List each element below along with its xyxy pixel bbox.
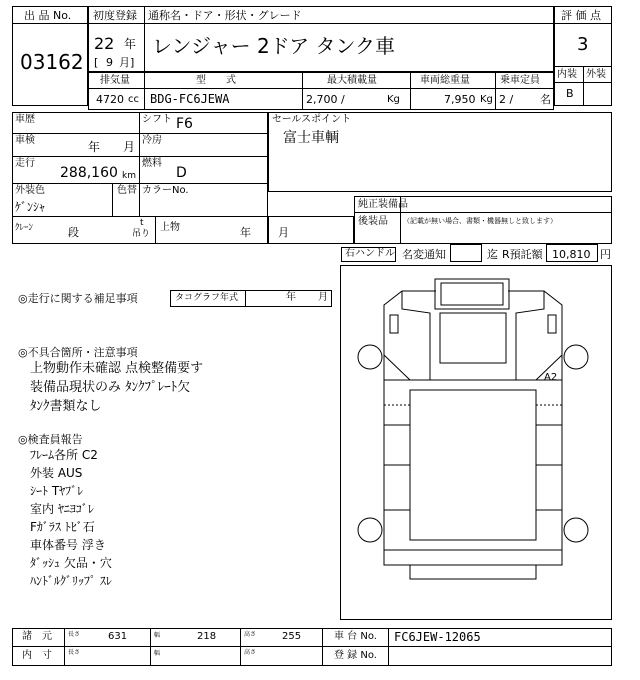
first-registration-label: 初度登録	[93, 9, 137, 22]
lot-number-label: 出 品 No.	[24, 9, 72, 22]
capacity-label: 乗車定員	[500, 75, 540, 86]
inspector-note-5: Fｶﾞﾗｽ ﾄﾋﾞ石	[30, 520, 95, 534]
registration-month-unit: 月]	[119, 56, 135, 69]
diagram-annotation: A2	[544, 372, 558, 383]
registration-year-unit: 年	[124, 37, 137, 51]
inspection-label: 車検	[15, 135, 35, 146]
tachograph-month-unit: 月	[318, 292, 328, 303]
name-change-label: 名変通知	[402, 248, 446, 261]
registration-month: 9	[106, 56, 113, 69]
name-change-box	[450, 244, 482, 262]
crane-ton-unit: 吊り	[132, 229, 151, 239]
registration-number-label: 登 録 No.	[334, 650, 377, 661]
top-body-month-unit: 月	[278, 226, 289, 239]
inspector-note-6: 車体番号 浮き	[30, 538, 106, 552]
inspector-note-4: 室内 ﾔﾆﾖｺﾞﾚ	[30, 502, 94, 516]
length: 631	[108, 631, 128, 642]
top-body-year-unit: 年	[240, 226, 251, 239]
inspector-note-3: ｼｰﾄ Tﾔﾌﾞﾚ	[30, 484, 84, 498]
defect-line-3: ﾀﾝｸ書類なし	[30, 399, 102, 414]
inner-height-label: 高さ	[244, 649, 257, 656]
model-label: 型 式	[196, 75, 236, 86]
chassis-number: FC6JEW-12065	[394, 630, 481, 644]
exterior-color: ｹﾞﾝｼｬ	[15, 200, 46, 214]
history-label: 車歴	[15, 114, 35, 125]
driving-remarks-label: ◎走行に関する補足事項	[18, 292, 138, 305]
width: 218	[197, 631, 217, 642]
interior-grade-label: 内装	[557, 69, 577, 80]
gross-weight: 7,950	[444, 93, 476, 106]
model-code: BDG-FC6JEWA	[150, 92, 230, 106]
inner-length-label: 長さ	[68, 649, 81, 656]
max-load-label: 最大積載量	[327, 75, 377, 86]
shift: F6	[176, 116, 193, 132]
length-label: 長さ	[68, 631, 81, 638]
height: 255	[282, 631, 302, 642]
genuine-equipment-label: 純正装備品	[358, 199, 408, 210]
color-change-label: 色替	[117, 185, 137, 196]
footer-table	[12, 628, 612, 666]
vehicle-name-label: 通称名・ドア・形状・グレード	[148, 9, 302, 22]
dimensions-label: 諸 元	[22, 631, 52, 642]
inner-dimensions-label: 内 寸	[22, 650, 52, 661]
grade-label: 評 価 点	[561, 9, 601, 22]
displacement-unit: cc	[128, 94, 139, 105]
tachograph-label: タコグラフ年式	[175, 293, 239, 303]
displacement: 4720	[96, 93, 124, 106]
max-load: 2,700 /	[306, 93, 345, 106]
top-body-label: 上物	[160, 222, 180, 233]
sales-point-label: セールスポイント	[272, 114, 352, 125]
mileage-label: 走行	[15, 158, 35, 169]
mileage-unit: km	[122, 171, 136, 181]
defect-line-1: 上物動作未確認 点検整備要す	[30, 361, 204, 376]
crane-stage-unit: 段	[68, 226, 79, 239]
inspector-note-7: ﾀﾞｯｼｭ 欠品・穴	[30, 556, 112, 570]
fuel-label: 燃料	[142, 158, 162, 169]
right-hand-label: 右ハンドル	[345, 248, 395, 259]
exterior-grade-label: 外装	[586, 69, 606, 80]
color-number-label: カラーNo.	[142, 185, 189, 196]
crane-ton-unit-top: t	[140, 218, 144, 228]
inspector-report-label: ◎検査員報告	[18, 433, 83, 446]
gross-weight-label: 車両総重量	[420, 75, 470, 86]
max-load-unit: Kg	[387, 94, 400, 105]
recycle-deposit-label: R預託額	[502, 248, 543, 261]
gross-weight-unit: Kg	[480, 94, 493, 105]
mileage: 288,160	[60, 165, 118, 181]
inspector-note-2: 外装 AUS	[30, 466, 83, 480]
crane-label: ｸﾚｰﾝ	[15, 223, 34, 233]
aftermarket-label: 後装品	[358, 216, 388, 227]
truck-damage-diagram	[340, 265, 612, 620]
chassis-number-label: 車 台 No.	[334, 631, 377, 642]
registration-month-bracket: [	[94, 56, 99, 69]
interior-grade: B	[566, 87, 574, 100]
displacement-label: 排気量	[100, 75, 130, 86]
tachograph-year-unit: 年	[286, 292, 296, 303]
inspector-note-1: ﾌﾚｰﾑ各所 C2	[30, 448, 98, 462]
capacity-unit: 名	[540, 93, 551, 106]
inner-width-label: 幅	[154, 650, 161, 657]
shift-label: シフト	[142, 114, 172, 125]
registration-year: 22	[94, 34, 115, 53]
defects-label: ◎不具合箇所・注意事項	[18, 346, 138, 359]
width-label: 幅	[154, 632, 161, 639]
capacity: 2 /	[499, 93, 514, 106]
inspector-note-8: ﾊﾝﾄﾞﾙｸﾞﾘｯﾌﾟ ｽﾚ	[30, 574, 112, 588]
air-conditioner-label: 冷房	[142, 135, 162, 146]
defect-line-2: 装備品現状のみ ﾀﾝｸﾌﾟﾚｰﾄ欠	[30, 380, 191, 395]
inspection-month-unit: 月	[123, 140, 136, 154]
aftermarket-note: （記載が無い場合、書類・機器無しと致します）	[403, 217, 557, 225]
due-mark: 迄	[487, 248, 498, 261]
height-label: 高さ	[244, 631, 257, 638]
exterior-color-label: 外装色	[15, 185, 45, 196]
overall-grade: 3	[577, 34, 589, 55]
recycle-deposit-unit: 円	[600, 248, 611, 261]
lot-number: 03162	[20, 50, 84, 74]
fuel: D	[176, 165, 187, 181]
inspection-year-unit: 年	[88, 140, 101, 154]
recycle-deposit: 10,810	[552, 248, 591, 261]
vehicle-name: レンジャー 2ドア タンク車	[152, 34, 396, 58]
sales-point: 富士車輌	[283, 130, 339, 146]
